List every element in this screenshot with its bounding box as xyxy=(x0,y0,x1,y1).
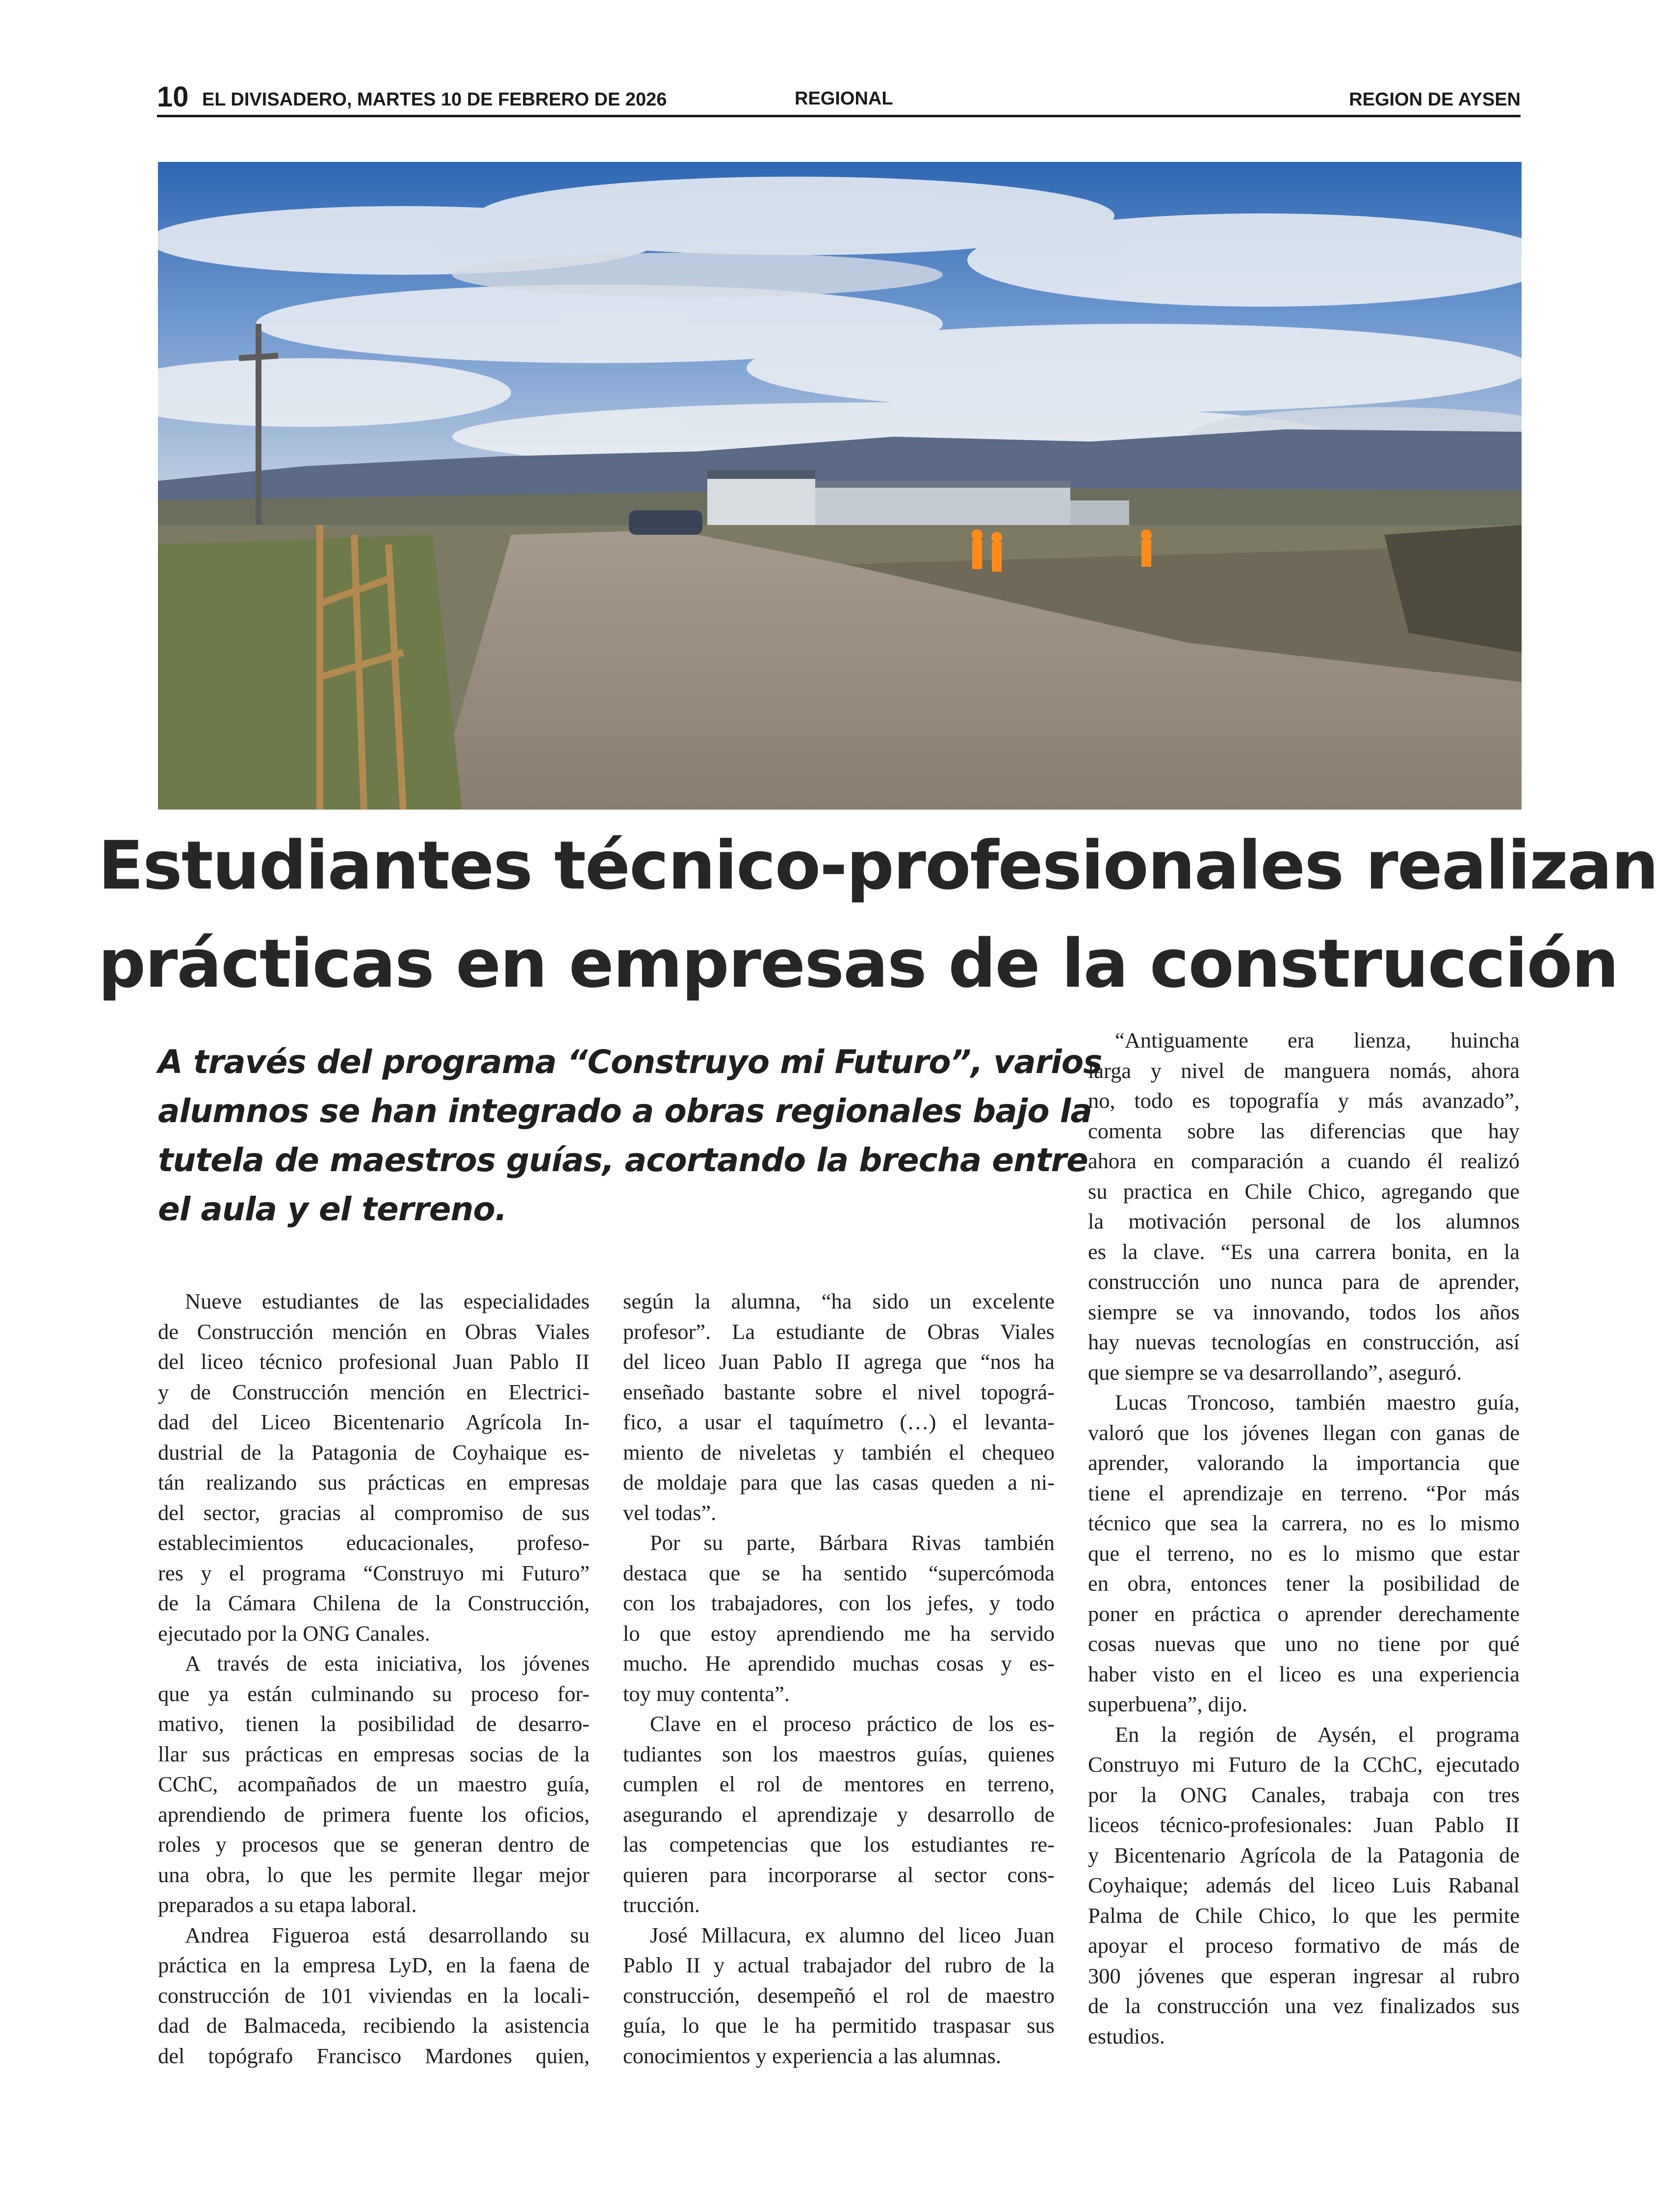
body-text-line: tiene el aprendizaje en terreno. “Por más xyxy=(1088,1480,1520,1505)
article-deck xyxy=(158,1038,1102,1234)
body-text-line: mucho. He aprendido muchas cosas y es- xyxy=(623,1651,1055,1676)
body-text-line: ejecutado por la ONG Canales. xyxy=(158,1621,430,1646)
body-text-line: quieren para incorporarse al sector cons- xyxy=(623,1862,1055,1887)
body-text-line: por la ONG Canales, trabaja con tres xyxy=(1088,1782,1520,1807)
body-text-line: es la clave. “Es una carrera bonita, en la xyxy=(1088,1239,1520,1264)
headline-line: Estudiantes técnico-profesionales realizan xyxy=(98,827,1658,905)
body-text-line: Palma de Chile Chico, lo que les permite xyxy=(1088,1903,1520,1928)
body-text-line: del topógrafo Francisco Mardones quien, xyxy=(158,2043,590,2068)
body-text-line: Clave en el proceso práctico de los es- xyxy=(650,1711,1055,1736)
body-text-line: dustrial de la Patagonia de Coyhaique es- xyxy=(158,1440,590,1465)
article-headline xyxy=(98,817,1658,1013)
body-text-line: poner en práctica o aprender derechamente xyxy=(1088,1601,1520,1626)
body-text-line: A través de esta iniciativa, los jóvenes xyxy=(185,1651,590,1676)
body-text-line: En la región de Aysén, el programa xyxy=(1115,1722,1520,1747)
body-text-line: aprender, valorando la importancia que xyxy=(1088,1450,1520,1475)
body-text-line: conocimientos y experiencia a las alumnas. xyxy=(623,2043,1002,2068)
body-text-line: establecimientos educacionales, profeso- xyxy=(158,1530,590,1555)
body-text-line: comenta sobre las diferencias que hay xyxy=(1088,1118,1520,1143)
body-text-line: con los trabajadores, con los jefes, y todo xyxy=(623,1591,1055,1615)
body-text-line: que ya están culminando su proceso for- xyxy=(158,1681,590,1706)
body-text-line: enseñado bastante sobre el nivel topográ- xyxy=(623,1379,1055,1404)
body-text-line: tudiantes son los maestros guías, quienes xyxy=(623,1741,1055,1766)
body-text-line: de Construcción mención en Obras Viales xyxy=(158,1319,590,1344)
body-text-line: tán realizando sus prácticas en empresas xyxy=(158,1470,590,1494)
body-text-line: ahora en comparación a cuando él realizó xyxy=(1088,1149,1520,1173)
body-column-1 xyxy=(158,1286,590,2071)
body-text-line: siempre se va innovando, todos los años xyxy=(1088,1299,1520,1324)
body-text-line: cosas nuevas que uno no tiene por qué xyxy=(1088,1631,1520,1656)
body-text-line: estudios. xyxy=(1088,2023,1165,2048)
body-column-2 xyxy=(623,1286,1055,2071)
headline-line: prácticas en empresas de la construcción xyxy=(98,925,1618,1003)
body-text-line: liceos técnico-profesionales: Juan Pablo II xyxy=(1088,1812,1520,1837)
body-text-line: CChC, acompañados de un maestro guía, xyxy=(158,1772,590,1796)
body-text-line: en obra, entonces tener la posibilidad de xyxy=(1088,1571,1520,1596)
deck-line: alumnos se han integrado a obras regionales bajo la xyxy=(158,1092,1092,1130)
body-text-line: y Bicentenario Agrícola de la Patagonia de xyxy=(1088,1842,1520,1867)
deck-line: A través del programa “Construyo mi Futuro”, varios xyxy=(158,1043,1102,1081)
body-column-3 xyxy=(1088,1025,1520,2051)
body-text-line: asegurando el aprendizaje y desarrollo de xyxy=(623,1802,1055,1827)
page-header xyxy=(157,81,1521,117)
body-text-line: una obra, lo que les permite llegar mejor xyxy=(158,1862,590,1887)
body-text-line: Construyo mi Futuro de la CChC, ejecutado xyxy=(1088,1752,1520,1777)
deck-line: el aula y el terreno. xyxy=(158,1190,507,1228)
body-text-line: y de Construcción mención en Electrici- xyxy=(158,1379,590,1404)
body-text-line: que el terreno, no es lo mismo que estar xyxy=(1088,1541,1520,1566)
body-text-line: de moldaje para que las casas queden a ni- xyxy=(623,1470,1055,1494)
body-text-line: Coyhaique; además del liceo Luis Rabanal xyxy=(1088,1873,1520,1897)
body-text-line: Lucas Troncoso, también maestro guía, xyxy=(1115,1390,1520,1415)
body-text-line: del sector, gracias al compromiso de sus xyxy=(158,1500,590,1525)
body-text-line: fico, a usar el taquímetro (…) el levanta- xyxy=(623,1410,1055,1434)
body-text-line: técnico que sea la carrera, no es lo mismo xyxy=(1088,1511,1520,1535)
body-text-line: mativo, tienen la posibilidad de desarro- xyxy=(158,1711,590,1736)
page-number: 10 xyxy=(157,81,189,113)
body-text-line: la motivación personal de los alumnos xyxy=(1088,1209,1520,1233)
body-text-line: las competencias que los estudiantes re- xyxy=(623,1832,1055,1857)
body-text-line: según la alumna, “ha sido un excelente xyxy=(623,1289,1055,1313)
body-text-line: que siempre se va desarrollando”, aseguró. xyxy=(1088,1360,1462,1385)
body-text-line: dad de Balmaceda, recibiendo la asistencia xyxy=(158,2013,590,2038)
body-text-line: José Millacura, ex alumno del liceo Juan xyxy=(650,1922,1055,1947)
body-text-line: dad del Liceo Bicentenario Agrícola In- xyxy=(158,1410,590,1434)
body-text-line: profesor”. La estudiante de Obras Viales xyxy=(623,1319,1055,1344)
body-text-line: del liceo técnico profesional Juan Pablo II xyxy=(158,1349,590,1374)
body-text-line: trucción. xyxy=(623,1892,700,1917)
body-text-line: práctica en la empresa LyD, en la faena de xyxy=(158,1953,590,1977)
body-text-line: larga y nivel de manguera nomás, ahora xyxy=(1088,1058,1520,1083)
section-name: REGIONAL xyxy=(795,88,893,109)
construction-site-photo xyxy=(158,162,1522,810)
body-text-line: “Antiguamente era lienza, huincha xyxy=(1115,1028,1520,1052)
body-text-line: construcción de 101 viviendas en la locali- xyxy=(158,1983,590,2008)
body-text-line: cumplen el rol de mentores en terreno, xyxy=(623,1772,1055,1796)
body-text-line: lo que estoy aprendiendo me ha servido xyxy=(623,1621,1055,1646)
body-text-line: Pablo II y actual trabajador del rubro de la xyxy=(623,1953,1055,1977)
region-name: REGION DE AYSEN xyxy=(1349,89,1521,110)
body-text-line: haber visto en el liceo es una experiencia xyxy=(1088,1661,1520,1686)
body-text-line: apoyar el proceso formativo de más de xyxy=(1088,1933,1520,1958)
body-text-line: hay nuevas tecnologías en construcción, así xyxy=(1088,1330,1520,1354)
body-text-line: Andrea Figueroa está desarrollando su xyxy=(185,1922,590,1947)
publication-dateline: EL DIVISADERO, MARTES 10 DE FEBRERO DE 2026 xyxy=(202,89,667,110)
body-text-line: construcción, desempeñó el rol de maestro xyxy=(623,1983,1055,2008)
body-text-line: llar sus prácticas en empresas socias de la xyxy=(158,1741,590,1766)
body-text-line: Nueve estudiantes de las especialidades xyxy=(185,1289,590,1313)
body-text-line: res y el programa “Construyo mi Futuro” xyxy=(158,1560,590,1585)
body-text-line: roles y procesos que se generan dentro de xyxy=(158,1832,590,1857)
body-text-line: aprendiendo de primera fuente los oficios, xyxy=(158,1802,590,1827)
body-text-line: preparados a su etapa laboral. xyxy=(158,1892,417,1917)
body-text-line: su practica en Chile Chico, agregando que xyxy=(1088,1179,1520,1204)
body-text-line: construcción uno nunca para de aprender, xyxy=(1088,1269,1520,1294)
body-text-line: toy muy contenta”. xyxy=(623,1681,790,1706)
body-text-line: valoró que los jóvenes llegan con ganas de xyxy=(1088,1420,1520,1445)
body-text-line: de la construcción una vez finalizados sus xyxy=(1088,1993,1520,2018)
body-text-line: guía, lo que le ha permitido traspasar sus xyxy=(623,2013,1055,2038)
body-text-line: miento de niveletas y también el chequeo xyxy=(623,1440,1055,1465)
deck-line: tutela de maestros guías, acortando la brecha entre xyxy=(158,1141,1088,1179)
body-text-line: no, todo es topografía y más avanzado”, xyxy=(1088,1088,1520,1113)
body-text-line: de la Cámara Chilena de la Construcción, xyxy=(158,1591,590,1615)
article-photo xyxy=(158,162,1522,810)
body-text-line: vel todas”. xyxy=(623,1500,717,1525)
body-text-line: 300 jóvenes que esperan ingresar al rubro xyxy=(1088,1963,1520,1988)
body-text-line: Por su parte, Bárbara Rivas también xyxy=(650,1530,1055,1555)
body-text-line: superbuena”, dijo. xyxy=(1088,1692,1247,1716)
body-text-line: destaca que se ha sentido “supercómoda xyxy=(623,1560,1055,1585)
body-text-line: del liceo Juan Pablo II agrega que “nos ha xyxy=(623,1349,1055,1374)
